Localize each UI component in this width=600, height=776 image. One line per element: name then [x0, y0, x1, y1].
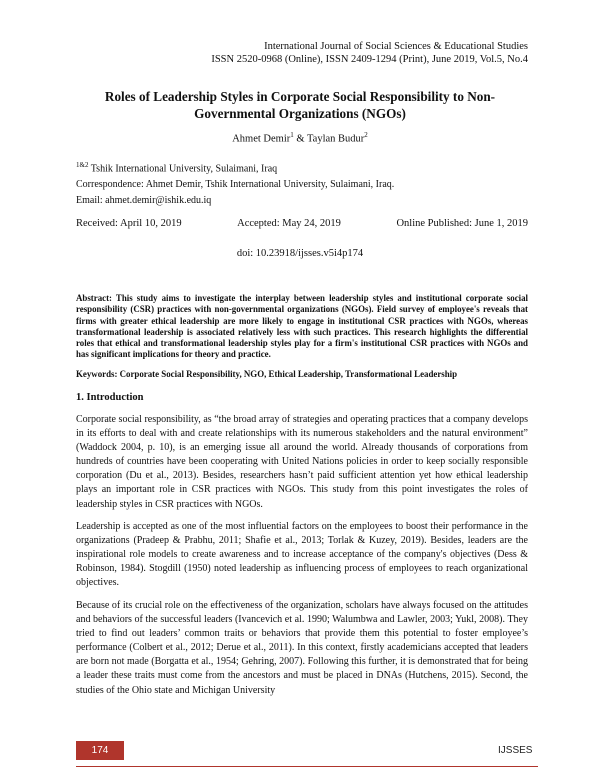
paragraph-3: Because of its crucial role on the effectiveness of the organization, scholars have always focused on the attitudes and behaviors of the successful leaders (Ivancevich et al. 1990; Walumbwa and Lawler, 2003; Yukl, 2008). They tried to find out leaders’ common traits or behaviors that provide them this potential to foster employee’s performance (Colbert et al., 2012; Derue et al., 2011). In this context, firstly academicians accepted that leaders are born not made (Borgatta et al., 1954; Gehring, 2007). Following this further, it is demonstrated that for being a leader these traits must come from the ancestors and must be placed in DNAs (Hutchens, 2015). Second, the studies of the Ohio state and Michigan University: [76, 600, 528, 696]
correspondence-line: Correspondence: Ahmet Demir, Tshik International University, Sulaimani, Iraq.: [76, 179, 395, 191]
section-heading-introduction: 1. Introduction: [76, 392, 144, 403]
title-line-1: Roles of Leadership Styles in Corporate Social Responsibility to Non-: [104, 89, 496, 104]
title-line-2: Governmental Organizations (NGOs): [194, 106, 406, 121]
abstract: Abstract: This study aims to investigate the interplay between leadership styles and institutional corporate social responsibility (CSR) practices with non-governmental organizations (NGOs). Field survey of employee's reveals that firms with greater ethical leadership are more likely to engage in institutional CSR practices with NGOs, whereas transformational leadership is associated relatively less with such practices. This research highlights the differential roles that ethical and transformational leadership styles play for a firm's institutional CSR practices with NGOs and has significant implications for theory and practice.: [76, 293, 528, 360]
accepted-date: Accepted: May 24, 2019: [237, 218, 341, 229]
keywords: Keywords: Corporate Social Responsibility, NGO, Ethical Leadership, Transformational Leadership: [76, 369, 458, 379]
email-line: Email: ahmet.demir@ishik.edu.iq: [76, 195, 212, 207]
authors: [0, 131, 600, 145]
author-1: Ahmet Demir: [232, 133, 291, 145]
journal-header: [211, 40, 528, 66]
paper-title: [60, 88, 540, 122]
page-number: 174: [76, 741, 124, 760]
author-2: Taylan Budur: [306, 133, 365, 145]
journal-abbreviation: IJSSES: [498, 745, 533, 756]
author-separator: &: [293, 133, 307, 145]
published-date: Online Published: June 1, 2019: [396, 218, 528, 229]
affiliation-sup: 1&2: [76, 161, 89, 169]
author-2-sup: 2: [364, 131, 368, 139]
paragraph-2: Leadership is accepted as one of the most influential factors on the employees to boost their performance in the organizations (Pradeep & Prabhu, 2011; Shafie et al., 2013; Torlak & Kuzey, 2019). Besides, leaders are the inspirational role models to create awareness and to increase acceptance of the company's objectives (Dess & Robinson, 1984). Stogdill (1950) noted leadership as influencing process of employees to reach organizational objectives.: [76, 521, 528, 589]
publication-dates: [76, 218, 528, 229]
author-1-sup: 1: [290, 131, 294, 139]
doi: doi: 10.23918/ijsses.v5i4p174: [236, 248, 364, 259]
affiliation-institution: Tshik International University, Sulaimani, Iraq: [88, 163, 278, 175]
affiliation-line: [76, 157, 394, 177]
journal-issn: ISSN 2520-0968 (Online), ISSN 2409-1294 (Print), June 2019, Vol.5, No.4: [211, 54, 528, 65]
received-date: Received: April 10, 2019: [76, 218, 182, 229]
journal-name: International Journal of Social Sciences & Educational Studies: [264, 41, 528, 52]
paragraph-1: Corporate social responsibility, as “the broad array of strategies and operating practices that a company develops in its efforts to deal with and create relationships with its numerous stakeholders and the natural environment” (Waddock 2004, p. 10), is an emerging issue all around the world. Already thousands of corporations from hundreds of countries have been cooperating with United Nations policies in order to keep socially responsible corporation (Du et al., 2013). Besides, researchers hasn’t paid sufficient attention yet how ethical leadership plays an important role in CSR practices with NGOs. This study from this point investigates the roles of leadership styles in CSR practices with NGOs.: [76, 414, 528, 510]
footer-rule: [76, 766, 538, 767]
affiliations: [76, 157, 394, 209]
